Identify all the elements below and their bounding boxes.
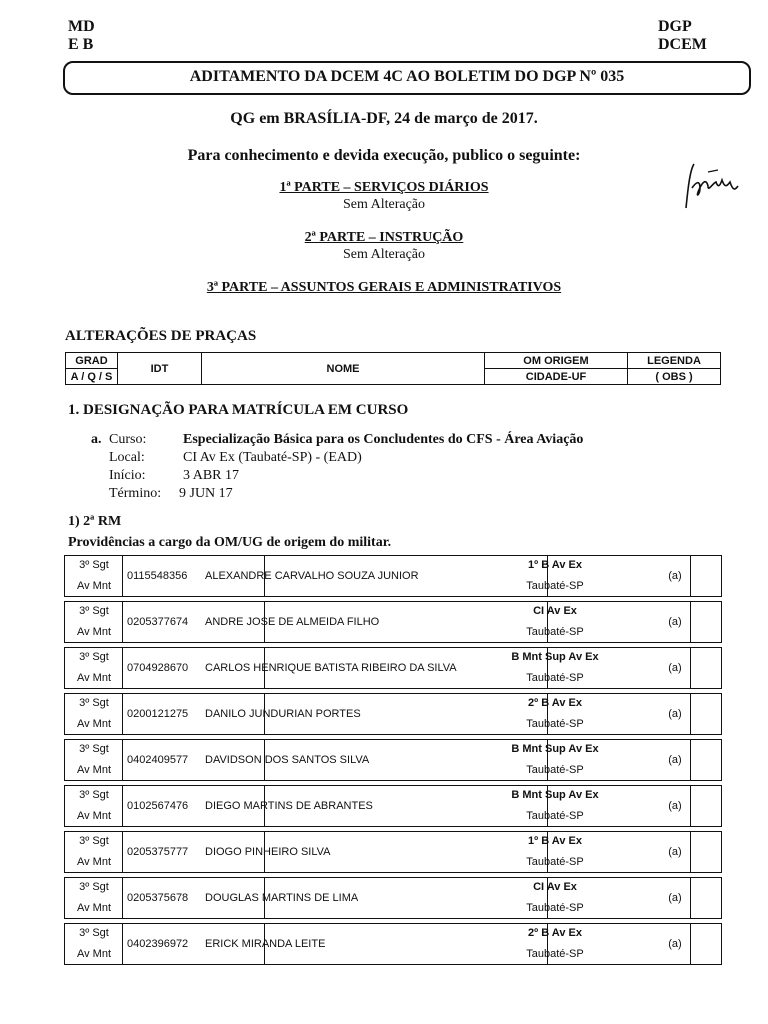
section1-title: 1. DESIGNAÇÃO PARA MATRÍCULA EM CURSO [68,402,409,418]
legend-table [65,352,721,385]
row-qas: Av Mnt [76,580,112,592]
title-box [63,61,751,95]
row-nome: ALEXANDRE CARVALHO SOUZA JUNIOR [205,570,419,582]
row-legenda: (a) [668,938,682,950]
row-qas: Av Mnt [76,718,112,730]
row-om: CI Av Ex [533,881,577,893]
legend-nome: NOME [202,353,485,385]
row-qas: Av Mnt [76,902,112,914]
item-label: a. [91,432,102,447]
header-left [68,18,95,54]
table-row [64,555,722,597]
row-cidade: Taubaté-SP [526,764,584,776]
header-right [658,18,707,54]
row-idt: 0205377674 [127,616,189,628]
row-legenda: (a) [668,846,682,858]
row-legenda: (a) [668,662,682,674]
row-nome: DOUGLAS MARTINS DE LIMA [205,892,359,904]
row-grad: 3º Sgt [79,881,109,893]
row-cidade: Taubaté-SP [526,718,584,730]
document-title: ADITAMENTO DA DCEM 4C AO BOLETIM DO DGP Nº 035 [189,68,625,85]
row-legenda: (a) [668,616,682,628]
part3-title: 3ª PARTE – ASSUNTOS GERAIS E ADMINISTRATIVOS [206,280,562,295]
row-grad: 3º Sgt [79,697,109,709]
legend-aqs: A / Q / S [66,369,118,385]
row-nome: ERICK MIRANDA LEITE [205,938,326,950]
row-nome: DIOGO PINHEIRO SILVA [205,846,331,858]
part2-title: 2ª PARTE – INSTRUÇÃO [304,230,464,245]
part1-subtitle: Sem Alteração [342,197,426,212]
legend-grad: GRAD [66,353,118,369]
row-idt: 0200121275 [127,708,189,720]
table-row [64,923,722,965]
header-eb: E B [68,36,94,53]
row-legenda: (a) [668,708,682,720]
row-nome: CARLOS HENRIQUE BATISTA RIBEIRO DA SILVA [205,662,457,674]
row-cidade: Taubaté-SP [526,948,584,960]
row-om: CI Av Ex [533,605,577,617]
header-dcem: DCEM [658,36,707,53]
row-om: B Mnt Sup Av Ex [511,743,599,755]
legend-obs: ( OBS ) [628,369,721,385]
row-nome: DANILO JUNDURIAN PORTES [205,708,361,720]
row-grad: 3º Sgt [79,605,109,617]
row-om: 2º B Av Ex [528,697,582,709]
row-cidade: Taubaté-SP [526,672,584,684]
rm-title: 1) 2ª RM [68,514,122,529]
inicio-label: Início: [109,468,146,483]
curso-value: Especialização Básica para os Concludentes do CFS - Área Aviação [183,432,584,447]
row-legenda: (a) [668,570,682,582]
part2-subtitle: Sem Alteração [342,247,426,262]
row-cidade: Taubaté-SP [526,810,584,822]
row-nome: DIEGO MARTINS DE ABRANTES [205,800,373,812]
local-value: CI Av Ex (Taubaté-SP) - (EAD) [183,450,362,465]
table-row [64,601,722,643]
row-om: 2º B Av Ex [528,927,582,939]
row-qas: Av Mnt [76,810,112,822]
signature-icon [678,158,740,214]
row-idt: 0102567476 [127,800,189,812]
row-idt: 0402409577 [127,754,189,766]
row-grad: 3º Sgt [79,651,109,663]
legend-legenda: LEGENDA [628,353,721,369]
row-legenda: (a) [668,892,682,904]
table-row [64,739,722,781]
table-row [64,831,722,873]
row-qas: Av Mnt [76,764,112,776]
header-dgp: DGP [658,18,692,35]
row-idt: 0205375777 [127,846,189,858]
header-md: MD [68,18,95,35]
table-row [64,693,722,735]
row-idt: 0205375678 [127,892,189,904]
row-grad: 3º Sgt [79,835,109,847]
curso-label: Curso: [109,432,147,447]
row-idt: 0704928670 [127,662,189,674]
place-date: QG em BRASÍLIA-DF, 24 de março de 2017. [230,110,538,127]
part1-title: 1ª PARTE – SERVIÇOS DIÁRIOS [279,180,489,195]
row-idt: 0402396972 [127,938,189,950]
row-nome: DAVIDSON DOS SANTOS SILVA [205,754,370,766]
intro-text: Para conhecimento e devida execução, publico o seguinte: [187,147,581,164]
row-qas: Av Mnt [76,856,112,868]
legend-cidade-uf: CIDADE-UF [485,369,628,385]
row-grad: 3º Sgt [79,927,109,939]
row-qas: Av Mnt [76,672,112,684]
row-cidade: Taubaté-SP [526,580,584,592]
row-cidade: Taubaté-SP [526,902,584,914]
row-legenda: (a) [668,800,682,812]
local-label: Local: [109,450,145,465]
table-row [64,647,722,689]
alteracoes-title: ALTERAÇÕES DE PRAÇAS [65,328,257,344]
termino-label: Término: [109,486,162,501]
section1-details [91,431,583,503]
row-qas: Av Mnt [76,626,112,638]
row-qas: Av Mnt [76,948,112,960]
row-cidade: Taubaté-SP [526,626,584,638]
row-idt: 0115548356 [127,570,188,582]
row-om: B Mnt Sup Av Ex [511,789,599,801]
row-grad: 3º Sgt [79,789,109,801]
inicio-value: 3 ABR 17 [183,468,240,483]
row-om: 1º B Av Ex [528,835,582,847]
providencias-text: Providências a cargo da OM/UG de origem do militar. [68,535,392,550]
row-grad: 3º Sgt [79,743,109,755]
row-nome: ANDRE JOSE DE ALMEIDA FILHO [205,616,380,628]
table-row [64,877,722,919]
row-om: 1º B Av Ex [528,559,582,571]
row-grad: 3º Sgt [79,559,109,571]
row-om: B Mnt Sup Av Ex [511,651,599,663]
legend-om-origem: OM ORIGEM [485,353,628,369]
legend-idt: IDT [118,353,202,385]
row-cidade: Taubaté-SP [526,856,584,868]
row-legenda: (a) [668,754,682,766]
termino-value: 9 JUN 17 [179,486,233,501]
table-row [64,785,722,827]
